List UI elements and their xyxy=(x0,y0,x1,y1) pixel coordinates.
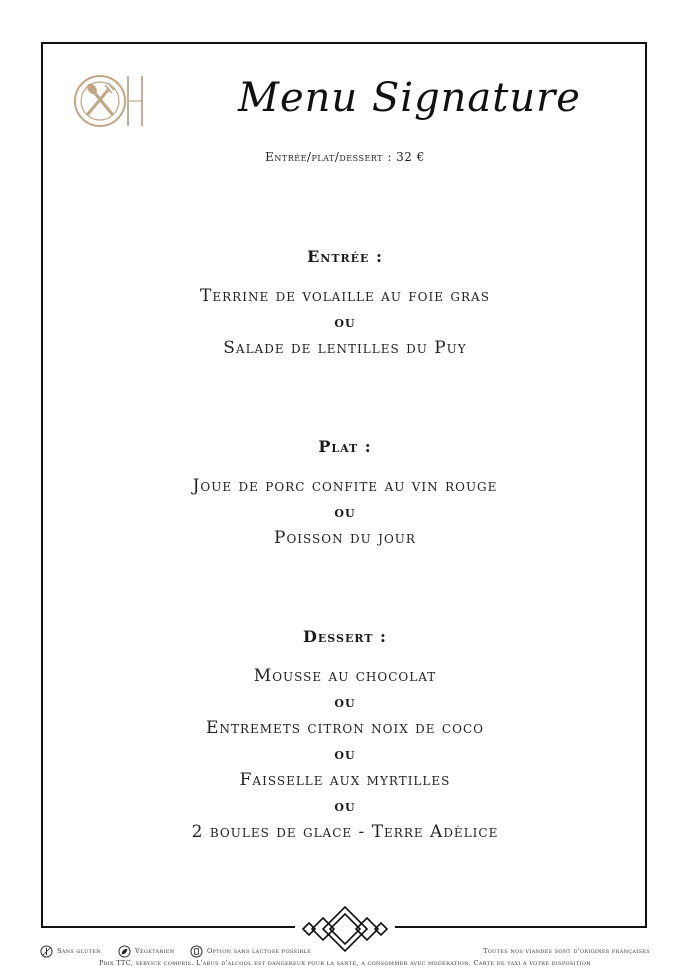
or-separator: ou xyxy=(334,313,356,331)
menu-item: Salade de lentilles du Puy xyxy=(223,338,467,358)
menu-item: Poisson du jour xyxy=(274,528,416,548)
section-heading: Entrée : xyxy=(307,247,383,266)
origin-note: Toutes nos viandes sont d'origines françaises xyxy=(483,947,650,955)
menu-item: Entremets citron noix de coco xyxy=(206,718,484,738)
legal-note: Prix TTC, service compris. L'abus d'alcool est dangereux pour la santé, à consommer avec modération. Carte de taxi à votre disposition xyxy=(99,959,591,967)
section-dessert xyxy=(0,627,690,845)
menu-item: Mousse au chocolat xyxy=(253,666,437,686)
section-heading: Plat : xyxy=(318,437,372,456)
badge-label: Végétarien xyxy=(135,947,175,955)
badge-vegetarian xyxy=(118,944,174,958)
section-plat xyxy=(0,437,690,551)
badge-label: Option sans lactose possible xyxy=(207,947,312,955)
lactose-free-icon xyxy=(190,945,203,958)
menu-item: Terrine de volaille au foie gras xyxy=(200,286,490,306)
menu-item: 2 boules de glace - Terre Adèlice xyxy=(191,822,499,842)
menu-title: Menu Signature xyxy=(238,75,581,121)
section-entree xyxy=(0,247,690,361)
badge-label: Sans gluten xyxy=(57,947,101,955)
or-separator: ou xyxy=(334,797,356,815)
menu-item: Joue de porc confite au vin rouge xyxy=(192,476,498,496)
vegetarian-leaf-icon xyxy=(118,945,131,958)
price-line: Entrée/plat/dessert : 32 € xyxy=(265,150,425,164)
or-separator: ou xyxy=(334,503,356,521)
or-separator: ou xyxy=(334,693,356,711)
gluten-free-icon xyxy=(40,945,53,958)
menu-item: Faisselle aux myrtilles xyxy=(239,770,451,790)
badge-lactose-free xyxy=(190,944,311,958)
badge-gluten-free xyxy=(40,944,101,958)
or-separator: ou xyxy=(334,745,356,763)
fork-spoon-plate-logo-icon xyxy=(72,70,148,132)
section-heading: Dessert : xyxy=(303,627,387,646)
